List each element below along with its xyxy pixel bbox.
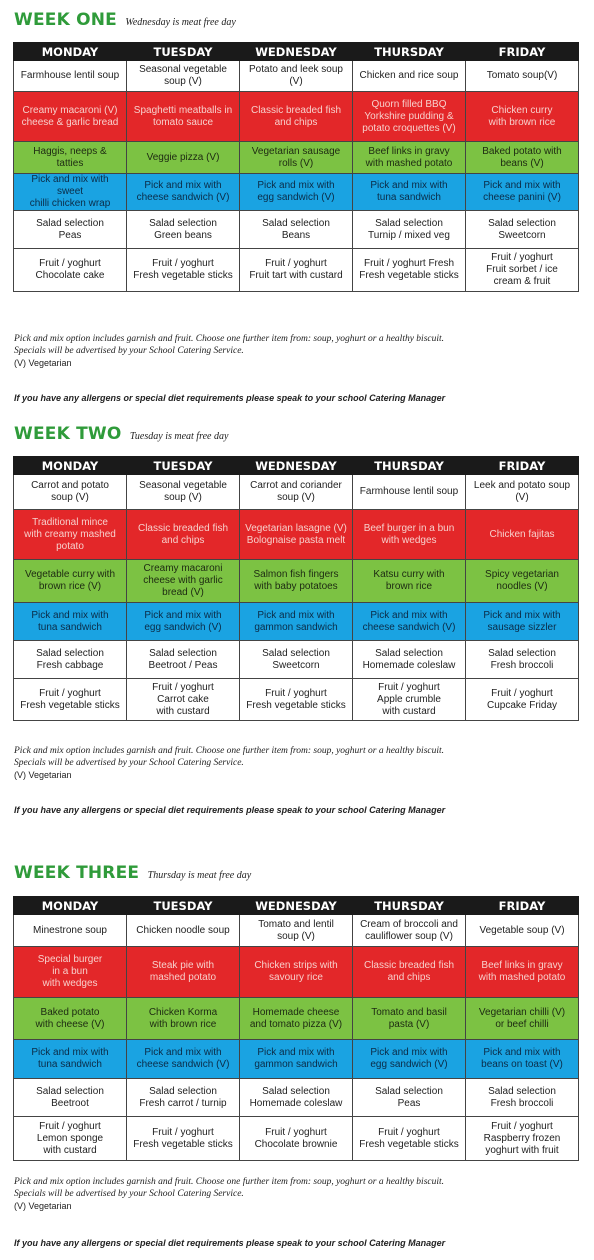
menu-cell: Pick and mix with tuna sandwich: [14, 603, 127, 641]
day-header-tuesday: TUESDAY: [127, 457, 240, 475]
menu-cell: Salad selection Beetroot: [14, 1079, 127, 1117]
menu-cell: Fruit / yoghurt Fresh vegetable sticks: [353, 1117, 466, 1161]
dessert-row: [14, 1117, 579, 1161]
menu-cell: Fruit / yoghurt Fruit sorbet / ice cream & fruit: [466, 249, 579, 292]
menu-cell: Chicken curry with brown rice: [466, 92, 579, 142]
day-header-thursday: THURSDAY: [353, 43, 466, 61]
menu-cell: Pick and mix with cheese sandwich (V): [127, 1040, 240, 1079]
green-main-row: [14, 998, 579, 1040]
menu-cell: Veggie pizza (V): [127, 142, 240, 174]
menu-cell: Beef links in gravy with mashed potato: [353, 142, 466, 174]
menu-cell: Pick and mix with beans on toast (V): [466, 1040, 579, 1079]
menu-cell: Fruit / yoghurt Fresh vegetable sticks: [14, 679, 127, 721]
menu-cell: Seasonal vegetable soup (V): [127, 61, 240, 92]
menu-cell: Fruit / yoghurt Chocolate cake: [14, 249, 127, 292]
menu-cell: Chicken fajitas: [466, 510, 579, 560]
salad-row: [14, 1079, 579, 1117]
menu-cell: Salad selection Green beans: [127, 211, 240, 249]
menu-cell: Pick and mix with tuna sandwich: [14, 1040, 127, 1079]
menu-cell: Leek and potato soup (V): [466, 475, 579, 510]
day-header-wednesday: WEDNESDAY: [240, 43, 353, 61]
day-header-tuesday: TUESDAY: [127, 897, 240, 915]
menu-cell: Beef links in gravy with mashed potato: [466, 947, 579, 998]
menu-cell: Chicken strips with savoury rice: [240, 947, 353, 998]
day-header-monday: MONDAY: [14, 897, 127, 915]
menu-notes: [14, 333, 584, 369]
menu-table: [13, 456, 579, 721]
meat-free-note: Wednesday is meat free day: [125, 17, 236, 28]
menu-cell: Pick and mix with cheese sandwich (V): [127, 174, 240, 211]
menu-cell: Salad selection Homemade coleslaw: [353, 641, 466, 679]
menu-cell: Fruit / yoghurt Apple crumble with custard: [353, 679, 466, 721]
menu-cell: Fruit / yoghurt Lemon sponge with custard: [14, 1117, 127, 1161]
menu-cell: Minestrone soup: [14, 915, 127, 947]
menu-cell: Salmon fish fingers with baby potatoes: [240, 560, 353, 603]
menu-cell: Fruit / yoghurt Fresh vegetable sticks: [240, 679, 353, 721]
menu-cell: Classic breaded fish and chips: [240, 92, 353, 142]
menu-cell: Potato and leek soup (V): [240, 61, 353, 92]
day-header-row: [14, 897, 579, 915]
meat-free-note: Thursday is meat free day: [147, 870, 252, 881]
week-heading: WEEK ONE: [14, 10, 117, 30]
week-title: [14, 863, 251, 889]
vegetarian-key: (V) Vegetarian: [14, 1201, 72, 1211]
menu-cell: Fruit / yoghurt Fresh Fresh vegetable sticks: [353, 249, 466, 292]
menu-cell: Fruit / yoghurt Fresh vegetable sticks: [127, 1117, 240, 1161]
green-main-row: [14, 560, 579, 603]
menu-cell: Steak pie with mashed potato: [127, 947, 240, 998]
menu-cell: Vegetarian chilli (V) or beef chilli: [466, 998, 579, 1040]
red-main-row: [14, 947, 579, 998]
menu-cell: Chicken noodle soup: [127, 915, 240, 947]
dessert-row: [14, 249, 579, 292]
menu-cell: Spaghetti meatballs in tomato sauce: [127, 92, 240, 142]
dessert-row: [14, 679, 579, 721]
week-heading: WEEK THREE: [14, 863, 140, 883]
menu-cell: Fruit / yoghurt Fresh vegetable sticks: [127, 249, 240, 292]
menu-cell: Baked potato with beans (V): [466, 142, 579, 174]
menu-cell: Traditional mince with creamy mashed potato: [14, 510, 127, 560]
menu-notes: [14, 1176, 584, 1212]
menu-cell: Katsu curry with brown rice: [353, 560, 466, 603]
menu-cell: Salad selection Fresh broccoli: [466, 1079, 579, 1117]
menu-cell: Tomato soup(V): [466, 61, 579, 92]
menu-cell: Carrot and potato soup (V): [14, 475, 127, 510]
menu-cell: Baked potato with cheese (V): [14, 998, 127, 1040]
menu-cell: Special burger in a bun with wedges: [14, 947, 127, 998]
menu-cell: Salad selection Fresh cabbage: [14, 641, 127, 679]
week-title: [14, 424, 228, 450]
menu-cell: Salad selection Sweetcorn: [466, 211, 579, 249]
menu-cell: Salad selection Fresh broccoli: [466, 641, 579, 679]
menu-cell: Salad selection Turnip / mixed veg: [353, 211, 466, 249]
blue-pick-and-mix-row: [14, 174, 579, 211]
menu-cell: Classic breaded fish and chips: [127, 510, 240, 560]
menu-cell: Creamy macaroni cheese with garlic bread (V): [127, 560, 240, 603]
menu-cell: Carrot and coriander soup (V): [240, 475, 353, 510]
specials-note: Specials will be advertised by your School Catering Service.: [14, 1189, 244, 1199]
week-heading: WEEK TWO: [14, 424, 122, 444]
menu-cell: Salad selection Sweetcorn: [240, 641, 353, 679]
specials-note: Specials will be advertised by your School Catering Service.: [14, 346, 244, 356]
menu-cell: Pick and mix with egg sandwich (V): [353, 1040, 466, 1079]
menu-cell: Vegetable curry with brown rice (V): [14, 560, 127, 603]
menu-cell: Homemade cheese and tomato pizza (V): [240, 998, 353, 1040]
day-header-wednesday: WEDNESDAY: [240, 457, 353, 475]
day-header-thursday: THURSDAY: [353, 897, 466, 915]
soup-row: [14, 61, 579, 92]
menu-cell: Fruit / yoghurt Cupcake Friday: [466, 679, 579, 721]
menu-cell: Farmhouse lentil soup: [353, 475, 466, 510]
day-header-tuesday: TUESDAY: [127, 43, 240, 61]
menu-cell: Beef burger in a bun with wedges: [353, 510, 466, 560]
menu-table: [13, 896, 579, 1161]
allergen-notice: If you have any allergens or special diet requirements please speak to your school Catering Manager: [14, 393, 446, 403]
menu-cell: Fruit / yoghurt Fruit tart with custard: [240, 249, 353, 292]
menu-table: [13, 42, 579, 292]
allergen-notice: If you have any allergens or special diet requirements please speak to your school Catering Manager: [14, 805, 446, 815]
menu-cell: Pick and mix with sweet chilli chicken wrap: [14, 174, 127, 211]
blue-pick-and-mix-row: [14, 603, 579, 641]
menu-cell: Cream of broccoli and cauliflower soup (V): [353, 915, 466, 947]
soup-row: [14, 915, 579, 947]
menu-cell: Chicken Korma with brown rice: [127, 998, 240, 1040]
menu-cell: Salad selection Fresh carrot / turnip: [127, 1079, 240, 1117]
menu-cell: Pick and mix with gammon sandwich: [240, 1040, 353, 1079]
menu-cell: Salad selection Peas: [14, 211, 127, 249]
day-header-monday: MONDAY: [14, 43, 127, 61]
menu-cell: Pick and mix with gammon sandwich: [240, 603, 353, 641]
menu-cell: Pick and mix with sausage sizzler: [466, 603, 579, 641]
vegetarian-key: (V) Vegetarian: [14, 770, 72, 780]
menu-cell: Quorn filled BBQ Yorkshire pudding & potato croquettes (V): [353, 92, 466, 142]
soup-row: [14, 475, 579, 510]
menu-cell: Pick and mix with egg sandwich (V): [240, 174, 353, 211]
day-header-monday: MONDAY: [14, 457, 127, 475]
menu-cell: Pick and mix with cheese panini (V): [466, 174, 579, 211]
menu-notes: [14, 745, 584, 781]
day-header-thursday: THURSDAY: [353, 457, 466, 475]
green-main-row: [14, 142, 579, 174]
menu-cell: Fruit / yoghurt Raspberry frozen yoghurt with fruit: [466, 1117, 579, 1161]
day-header-wednesday: WEDNESDAY: [240, 897, 353, 915]
menu-cell: Vegetarian sausage rolls (V): [240, 142, 353, 174]
red-main-row: [14, 92, 579, 142]
menu-cell: Creamy macaroni (V) cheese & garlic bread: [14, 92, 127, 142]
menu-cell: Farmhouse lentil soup: [14, 61, 127, 92]
menu-cell: Tomato and basil pasta (V): [353, 998, 466, 1040]
day-header-row: [14, 43, 579, 61]
day-header-friday: FRIDAY: [466, 43, 579, 61]
menu-cell: Spicy vegetarian noodles (V): [466, 560, 579, 603]
menu-cell: Salad selection Beans: [240, 211, 353, 249]
vegetarian-key: (V) Vegetarian: [14, 358, 72, 368]
specials-note: Specials will be advertised by your School Catering Service.: [14, 758, 244, 768]
allergen-notice: If you have any allergens or special diet requirements please speak to your school Catering Manager: [14, 1238, 446, 1248]
day-header-friday: FRIDAY: [466, 457, 579, 475]
menu-cell: Pick and mix with cheese sandwich (V): [353, 603, 466, 641]
menu-cell: Chicken and rice soup: [353, 61, 466, 92]
pick-and-mix-note: Pick and mix option includes garnish and fruit. Choose one further item from: soup, yoghurt or a healthy biscuit.: [14, 746, 445, 756]
menu-cell: Vegetarian lasagne (V) Bolognaise pasta melt: [240, 510, 353, 560]
menu-cell: Fruit / yoghurt Chocolate brownie: [240, 1117, 353, 1161]
menu-cell: Pick and mix with tuna sandwich: [353, 174, 466, 211]
red-main-row: [14, 510, 579, 560]
pick-and-mix-note: Pick and mix option includes garnish and fruit. Choose one further item from: soup, yoghurt or a healthy biscuit.: [14, 1177, 445, 1187]
menu-cell: Salad selection Peas: [353, 1079, 466, 1117]
menu-cell: Seasonal vegetable soup (V): [127, 475, 240, 510]
week-title: [14, 10, 236, 36]
day-header-friday: FRIDAY: [466, 897, 579, 915]
menu-cell: Salad selection Homemade coleslaw: [240, 1079, 353, 1117]
menu-cell: Pick and mix with egg sandwich (V): [127, 603, 240, 641]
salad-row: [14, 641, 579, 679]
menu-cell: Vegetable soup (V): [466, 915, 579, 947]
menu-cell: Haggis, neeps & tatties: [14, 142, 127, 174]
menu-cell: Fruit / yoghurt Carrot cake with custard: [127, 679, 240, 721]
salad-row: [14, 211, 579, 249]
meat-free-note: Tuesday is meat free day: [129, 431, 229, 442]
menu-cell: Tomato and lentil soup (V): [240, 915, 353, 947]
menu-cell: Classic breaded fish and chips: [353, 947, 466, 998]
day-header-row: [14, 457, 579, 475]
blue-pick-and-mix-row: [14, 1040, 579, 1079]
pick-and-mix-note: Pick and mix option includes garnish and fruit. Choose one further item from: soup, yoghurt or a healthy biscuit.: [14, 334, 445, 344]
menu-cell: Salad selection Beetroot / Peas: [127, 641, 240, 679]
